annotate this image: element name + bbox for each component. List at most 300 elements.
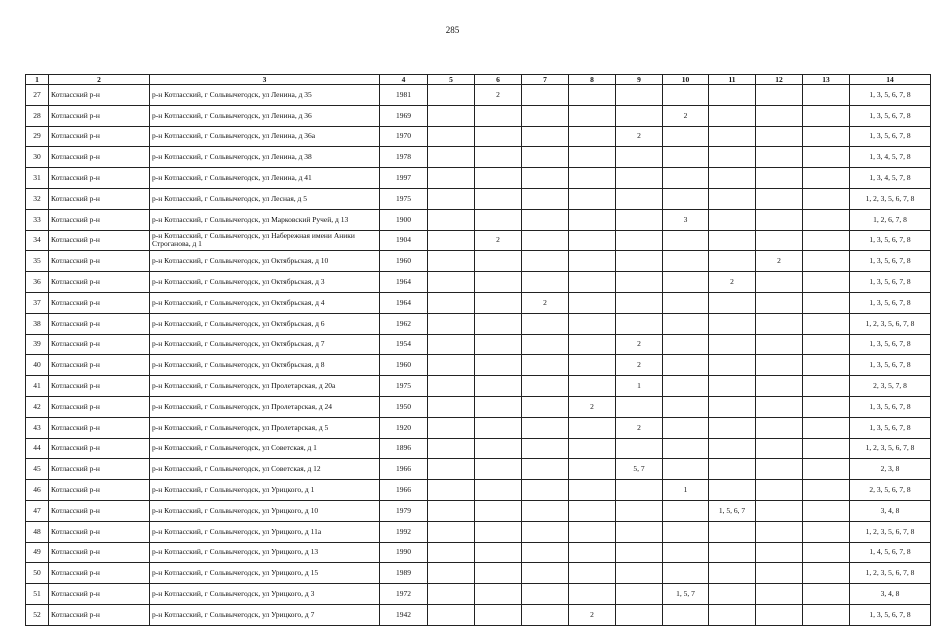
- table-cell: [428, 251, 475, 272]
- table-cell: 2: [709, 272, 756, 293]
- table-cell: [709, 251, 756, 272]
- table-cell: 2: [569, 396, 616, 417]
- table-cell: [709, 168, 756, 189]
- column-header: 4: [380, 75, 428, 85]
- table-cell: [803, 147, 850, 168]
- table-cell: [569, 209, 616, 230]
- table-cell: р-н Котласский, г Сольвычегодск, ул Урицкого, д 3: [150, 584, 380, 605]
- table-cell: 50: [26, 563, 49, 584]
- table-cell: [756, 85, 803, 106]
- table-cell: [428, 521, 475, 542]
- table-row: [26, 417, 931, 438]
- table-cell: [475, 313, 522, 334]
- table-cell: [756, 126, 803, 147]
- table-cell: р-н Котласский, г Сольвычегодск, ул Пролетарская, д 20а: [150, 376, 380, 397]
- table-row: [26, 584, 931, 605]
- table-cell: [475, 376, 522, 397]
- table-cell: [569, 251, 616, 272]
- table-cell: [522, 563, 569, 584]
- table-cell: 1, 2, 3, 5, 6, 7, 8: [850, 563, 931, 584]
- table-cell: [756, 313, 803, 334]
- table-cell: [756, 105, 803, 126]
- table-cell: [616, 272, 663, 293]
- table-cell: р-н Котласский, г Сольвычегодск, ул Урицкого, д 13: [150, 542, 380, 563]
- table-cell: 1989: [380, 563, 428, 584]
- table-cell: [569, 542, 616, 563]
- table-cell: [803, 85, 850, 106]
- table-cell: 1, 3, 5, 6, 7, 8: [850, 604, 931, 625]
- table-cell: [803, 230, 850, 251]
- table-cell: 1, 4, 5, 6, 7, 8: [850, 542, 931, 563]
- table-row: [26, 230, 931, 251]
- table-cell: [803, 334, 850, 355]
- table-cell: [803, 417, 850, 438]
- table-cell: [663, 459, 709, 480]
- column-header: 8: [569, 75, 616, 85]
- table-cell: Котласский р-н: [49, 396, 150, 417]
- table-cell: [569, 188, 616, 209]
- table-cell: [663, 521, 709, 542]
- table-cell: [663, 396, 709, 417]
- table-cell: Котласский р-н: [49, 126, 150, 147]
- column-header: 2: [49, 75, 150, 85]
- table-row: [26, 500, 931, 521]
- table-cell: [522, 272, 569, 293]
- table-cell: [803, 396, 850, 417]
- table-cell: Котласский р-н: [49, 542, 150, 563]
- table-cell: [616, 292, 663, 313]
- table-row: [26, 168, 931, 189]
- table-cell: [756, 604, 803, 625]
- table-cell: 51: [26, 584, 49, 605]
- table-cell: 1: [616, 376, 663, 397]
- table-cell: 1, 3, 5, 6, 7, 8: [850, 251, 931, 272]
- column-header: 1: [26, 75, 49, 85]
- table-cell: [616, 500, 663, 521]
- table-cell: [475, 355, 522, 376]
- table-cell: 1, 3, 5, 6, 7, 8: [850, 126, 931, 147]
- table-cell: [616, 521, 663, 542]
- table-cell: [569, 230, 616, 251]
- column-header: 11: [709, 75, 756, 85]
- table-cell: 1954: [380, 334, 428, 355]
- table-cell: [803, 105, 850, 126]
- table-row: [26, 85, 931, 106]
- table-cell: [756, 438, 803, 459]
- table-cell: [616, 188, 663, 209]
- table-cell: 1990: [380, 542, 428, 563]
- table-cell: [803, 584, 850, 605]
- table-row: [26, 251, 931, 272]
- table-cell: [756, 147, 803, 168]
- table-cell: 1964: [380, 292, 428, 313]
- table-cell: [475, 272, 522, 293]
- table-cell: [475, 563, 522, 584]
- table-cell: р-н Котласский, г Сольвычегодск, ул Урицкого, д 1: [150, 480, 380, 501]
- table-cell: 1942: [380, 604, 428, 625]
- table-cell: [475, 168, 522, 189]
- table-cell: 1975: [380, 376, 428, 397]
- table-cell: [569, 584, 616, 605]
- table-cell: 1, 3, 5, 6, 7, 8: [850, 230, 931, 251]
- table-cell: р-н Котласский, г Сольвычегодск, ул Марковский Ручей, д 13: [150, 209, 380, 230]
- table-cell: 3, 4, 8: [850, 584, 931, 605]
- table-cell: [709, 438, 756, 459]
- table-cell: [803, 251, 850, 272]
- table-cell: 27: [26, 85, 49, 106]
- table-cell: [569, 438, 616, 459]
- column-header: 13: [803, 75, 850, 85]
- table-cell: [803, 604, 850, 625]
- table-cell: [475, 292, 522, 313]
- table-cell: [475, 604, 522, 625]
- table-cell: [522, 459, 569, 480]
- table-cell: р-н Котласский, г Сольвычегодск, ул Ленина, д 35: [150, 85, 380, 106]
- table-cell: р-н Котласский, г Сольвычегодск, ул Советская, д 12: [150, 459, 380, 480]
- table-cell: [616, 542, 663, 563]
- table-cell: [756, 480, 803, 501]
- table-row: [26, 209, 931, 230]
- table-cell: [663, 438, 709, 459]
- table-cell: [475, 147, 522, 168]
- table-cell: [663, 85, 709, 106]
- table-cell: 1, 3, 5, 6, 7, 8: [850, 334, 931, 355]
- table-cell: [475, 480, 522, 501]
- table-cell: Котласский р-н: [49, 147, 150, 168]
- table-cell: [616, 438, 663, 459]
- table-cell: 1, 3, 5, 6, 7, 8: [850, 355, 931, 376]
- table-cell: [569, 334, 616, 355]
- table-cell: 39: [26, 334, 49, 355]
- table-cell: Котласский р-н: [49, 251, 150, 272]
- table-cell: [709, 355, 756, 376]
- table-row: [26, 126, 931, 147]
- table-cell: [756, 188, 803, 209]
- table-cell: [803, 355, 850, 376]
- table-cell: [803, 376, 850, 397]
- table-cell: [522, 500, 569, 521]
- column-header: 9: [616, 75, 663, 85]
- table-cell: [428, 292, 475, 313]
- table-cell: 1960: [380, 355, 428, 376]
- table-cell: [475, 500, 522, 521]
- table-cell: [522, 188, 569, 209]
- table-cell: 2: [475, 85, 522, 106]
- table-cell: [803, 438, 850, 459]
- table-cell: 34: [26, 230, 49, 251]
- table-cell: [522, 604, 569, 625]
- table-cell: 1969: [380, 105, 428, 126]
- table-cell: [475, 438, 522, 459]
- table-cell: Котласский р-н: [49, 209, 150, 230]
- table-cell: [428, 105, 475, 126]
- table-cell: 45: [26, 459, 49, 480]
- column-header: 14: [850, 75, 931, 85]
- table-cell: [522, 417, 569, 438]
- table-cell: [428, 584, 475, 605]
- table-cell: [522, 313, 569, 334]
- table-cell: [428, 209, 475, 230]
- table-cell: р-н Котласский, г Сольвычегодск, ул Урицкого, д 15: [150, 563, 380, 584]
- table-cell: [709, 105, 756, 126]
- table-cell: [428, 334, 475, 355]
- table-cell: [756, 500, 803, 521]
- table-cell: [522, 85, 569, 106]
- table-cell: Котласский р-н: [49, 292, 150, 313]
- table-cell: 52: [26, 604, 49, 625]
- table-cell: 35: [26, 251, 49, 272]
- table-cell: [616, 251, 663, 272]
- table-row: [26, 355, 931, 376]
- table-cell: [522, 251, 569, 272]
- table-cell: [709, 604, 756, 625]
- table-cell: [569, 168, 616, 189]
- table-cell: [803, 292, 850, 313]
- table-cell: 2: [569, 604, 616, 625]
- table-cell: [522, 438, 569, 459]
- table-cell: Котласский р-н: [49, 438, 150, 459]
- table-row: [26, 521, 931, 542]
- table-row: [26, 542, 931, 563]
- table-cell: [569, 500, 616, 521]
- table-cell: р-н Котласский, г Сольвычегодск, ул Ленина, д 41: [150, 168, 380, 189]
- table-cell: [803, 209, 850, 230]
- table-cell: 1, 2, 3, 5, 6, 7, 8: [850, 188, 931, 209]
- table-cell: 1950: [380, 396, 428, 417]
- table-cell: [522, 168, 569, 189]
- table-cell: [616, 604, 663, 625]
- table-cell: [428, 604, 475, 625]
- table-cell: [475, 188, 522, 209]
- table-cell: [522, 396, 569, 417]
- table-cell: [428, 188, 475, 209]
- table-cell: [709, 480, 756, 501]
- table-cell: 5, 7: [616, 459, 663, 480]
- table-cell: Котласский р-н: [49, 85, 150, 106]
- table-row: [26, 147, 931, 168]
- table-cell: [709, 521, 756, 542]
- table-cell: [475, 334, 522, 355]
- table-cell: [663, 313, 709, 334]
- table-row: [26, 396, 931, 417]
- table-cell: 1978: [380, 147, 428, 168]
- table-cell: [709, 376, 756, 397]
- table-cell: [428, 459, 475, 480]
- table-cell: 3: [663, 209, 709, 230]
- table-cell: [663, 542, 709, 563]
- table-cell: 36: [26, 272, 49, 293]
- table-cell: р-н Котласский, г Сольвычегодск, ул Октябрьская, д 10: [150, 251, 380, 272]
- table-cell: [663, 292, 709, 313]
- table-cell: 31: [26, 168, 49, 189]
- table-cell: [475, 417, 522, 438]
- table-cell: [756, 272, 803, 293]
- table-cell: [616, 480, 663, 501]
- table-cell: Котласский р-н: [49, 500, 150, 521]
- table-cell: 47: [26, 500, 49, 521]
- table-cell: [428, 126, 475, 147]
- table-cell: [569, 355, 616, 376]
- table-cell: р-н Котласский, г Сольвычегодск, ул Октябрьская, д 8: [150, 355, 380, 376]
- table-cell: [756, 334, 803, 355]
- table-cell: [475, 209, 522, 230]
- table-cell: [428, 313, 475, 334]
- table-cell: [428, 85, 475, 106]
- table-cell: Котласский р-н: [49, 459, 150, 480]
- table-cell: [475, 459, 522, 480]
- table-cell: [709, 542, 756, 563]
- table-cell: Котласский р-н: [49, 521, 150, 542]
- table-cell: [522, 542, 569, 563]
- table-cell: [709, 126, 756, 147]
- table-cell: [663, 272, 709, 293]
- table-cell: 42: [26, 396, 49, 417]
- table-cell: [428, 355, 475, 376]
- table-cell: [522, 376, 569, 397]
- table-cell: [428, 438, 475, 459]
- table-cell: 33: [26, 209, 49, 230]
- table-cell: 1, 2, 3, 5, 6, 7, 8: [850, 313, 931, 334]
- table-cell: 2, 3, 5, 6, 7, 8: [850, 480, 931, 501]
- table-cell: Котласский р-н: [49, 563, 150, 584]
- table-cell: Котласский р-н: [49, 230, 150, 251]
- table-cell: [616, 209, 663, 230]
- table-cell: [522, 521, 569, 542]
- table-cell: [709, 584, 756, 605]
- table-cell: [428, 147, 475, 168]
- table-cell: [756, 584, 803, 605]
- table-cell: [475, 251, 522, 272]
- table-cell: 30: [26, 147, 49, 168]
- table-cell: 1, 3, 5, 6, 7, 8: [850, 417, 931, 438]
- table-cell: [569, 147, 616, 168]
- table-cell: 29: [26, 126, 49, 147]
- table-cell: [803, 480, 850, 501]
- table-cell: [569, 292, 616, 313]
- table-cell: р-н Котласский, г Сольвычегодск, ул Урицкого, д 11а: [150, 521, 380, 542]
- column-header: 3: [150, 75, 380, 85]
- table-cell: [756, 542, 803, 563]
- table-cell: [803, 126, 850, 147]
- table-cell: [803, 313, 850, 334]
- table-cell: 1, 2, 3, 5, 6, 7, 8: [850, 521, 931, 542]
- column-header: 7: [522, 75, 569, 85]
- table-cell: [803, 459, 850, 480]
- table-cell: 1964: [380, 272, 428, 293]
- table-cell: [616, 230, 663, 251]
- table-cell: [522, 105, 569, 126]
- table-cell: 1966: [380, 459, 428, 480]
- table-row: [26, 105, 931, 126]
- table-cell: р-н Котласский, г Сольвычегодск, ул Советская, д 1: [150, 438, 380, 459]
- table-cell: [709, 563, 756, 584]
- table-cell: 1981: [380, 85, 428, 106]
- table-cell: [522, 355, 569, 376]
- table-cell: 2, 3, 8: [850, 459, 931, 480]
- table-cell: Котласский р-н: [49, 105, 150, 126]
- table-row: [26, 480, 931, 501]
- table-cell: 1975: [380, 188, 428, 209]
- table-cell: 1, 2, 3, 5, 6, 7, 8: [850, 438, 931, 459]
- table-cell: [803, 188, 850, 209]
- table-cell: Котласский р-н: [49, 313, 150, 334]
- table-cell: [709, 417, 756, 438]
- header-row: [26, 75, 931, 85]
- table-cell: [569, 417, 616, 438]
- table-cell: [756, 376, 803, 397]
- table-cell: 46: [26, 480, 49, 501]
- table-cell: [428, 230, 475, 251]
- table-cell: [616, 168, 663, 189]
- table-cell: Котласский р-н: [49, 272, 150, 293]
- table-cell: [663, 376, 709, 397]
- table-cell: Котласский р-н: [49, 604, 150, 625]
- table-cell: [522, 334, 569, 355]
- table-cell: [428, 272, 475, 293]
- table-cell: [663, 230, 709, 251]
- column-header: 5: [428, 75, 475, 85]
- table-cell: 2: [616, 355, 663, 376]
- table-cell: [663, 355, 709, 376]
- table-cell: [569, 480, 616, 501]
- table-cell: [709, 188, 756, 209]
- table-cell: 1920: [380, 417, 428, 438]
- table-cell: [663, 417, 709, 438]
- table-cell: [756, 292, 803, 313]
- table-cell: 2: [663, 105, 709, 126]
- table-cell: [522, 584, 569, 605]
- table-row: [26, 459, 931, 480]
- table-cell: р-н Котласский, г Сольвычегодск, ул Ленина, д 38: [150, 147, 380, 168]
- table-cell: 43: [26, 417, 49, 438]
- table-cell: р-н Котласский, г Сольвычегодск, ул Октябрьская, д 3: [150, 272, 380, 293]
- table-cell: [616, 563, 663, 584]
- table-cell: [428, 417, 475, 438]
- table-cell: [709, 85, 756, 106]
- table-cell: [803, 542, 850, 563]
- table-cell: Котласский р-н: [49, 188, 150, 209]
- table-cell: [709, 209, 756, 230]
- table-row: [26, 188, 931, 209]
- table-cell: 49: [26, 542, 49, 563]
- table-cell: 1997: [380, 168, 428, 189]
- table-cell: р-н Котласский, г Сольвычегодск, ул Пролетарская, д 24: [150, 396, 380, 417]
- table-row: [26, 563, 931, 584]
- table-cell: Котласский р-н: [49, 584, 150, 605]
- table-cell: 2: [756, 251, 803, 272]
- table-cell: [709, 334, 756, 355]
- table-row: [26, 292, 931, 313]
- table-cell: р-н Котласский, г Сольвычегодск, ул Ленина, д 36а: [150, 126, 380, 147]
- table-cell: [756, 563, 803, 584]
- table-cell: [709, 292, 756, 313]
- table-cell: [522, 209, 569, 230]
- table-cell: 44: [26, 438, 49, 459]
- table-cell: р-н Котласский, г Сольвычегодск, ул Лесная, д 5: [150, 188, 380, 209]
- table-row: [26, 376, 931, 397]
- table-cell: р-н Котласский, г Сольвычегодск, ул Набережная имени Аники Строганова, д 1: [150, 230, 380, 251]
- table-cell: 2: [522, 292, 569, 313]
- table-cell: [475, 126, 522, 147]
- table-cell: [663, 251, 709, 272]
- table-cell: 2, 3, 5, 7, 8: [850, 376, 931, 397]
- table-cell: 1, 3, 4, 5, 7, 8: [850, 168, 931, 189]
- table-cell: [522, 147, 569, 168]
- table-cell: р-н Котласский, г Сольвычегодск, ул Октябрьская, д 4: [150, 292, 380, 313]
- table-row: [26, 334, 931, 355]
- table-cell: Котласский р-н: [49, 480, 150, 501]
- table-cell: 1, 5, 6, 7: [709, 500, 756, 521]
